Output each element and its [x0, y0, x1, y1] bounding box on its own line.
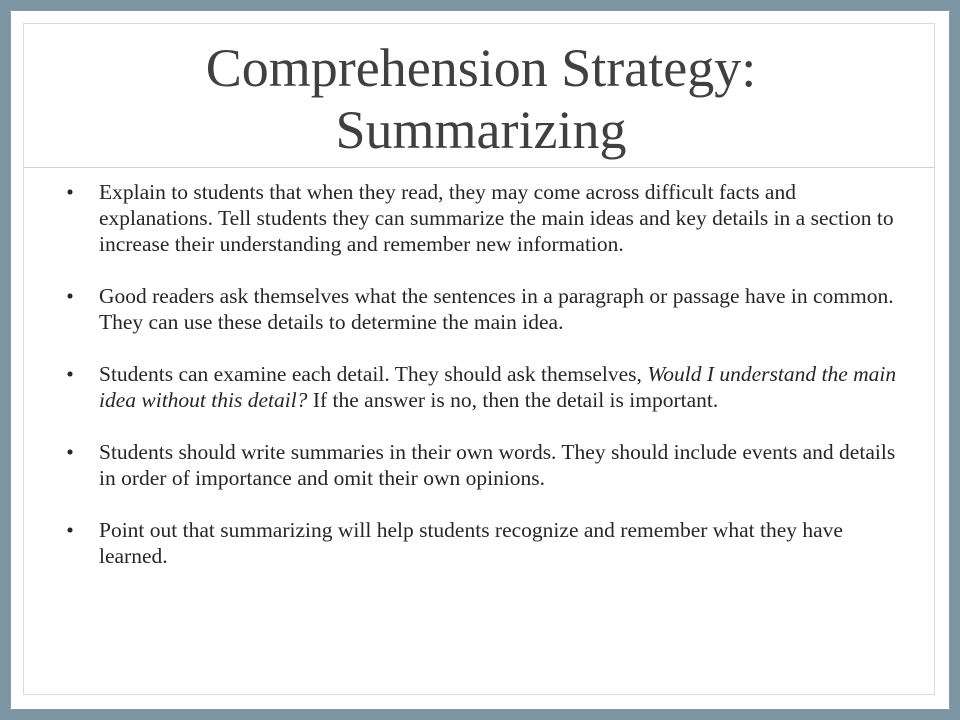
bullet-text: Good readers ask themselves what the sentences in a paragraph or passage have in common. They can use these details to determine the main idea. [99, 284, 894, 334]
bullet-item [61, 283, 911, 335]
bullet-item [61, 179, 911, 257]
bullet-text: Point out that summarizing will help students recognize and remember what they have learned. [99, 518, 843, 568]
bullet-text: Explain to students that when they read, they may come across difficult facts and explanations. Tell students they can summarize the main ideas and key details in a section to increase their understanding and remember new information. [99, 180, 894, 256]
bullet-text: Students should write summaries in their own words. They should include events and details in order of importance and omit their own opinions. [99, 440, 896, 490]
bullet-icon: • [66, 518, 74, 542]
slide [11, 11, 949, 709]
bullet-icon: • [66, 440, 74, 464]
bullet-text [99, 362, 896, 412]
bullet-icon: • [66, 362, 74, 386]
bullet-item [61, 517, 911, 569]
bullet-icon: • [66, 180, 74, 204]
bullet-text-before: Students can examine each detail. They should ask themselves, [99, 362, 648, 386]
bullet-text-italic: Would I understand the main idea without this detail? [99, 362, 897, 412]
bullet-icon: • [66, 284, 74, 308]
title-divider [23, 167, 935, 168]
bullet-list [61, 179, 911, 569]
bullet-text-after: If the answer is no, then the detail is important. [307, 388, 719, 412]
slide-title: Comprehension Strategy: Summarizing [205, 38, 757, 160]
bullet-item [61, 439, 911, 491]
bullet-item [61, 361, 911, 413]
